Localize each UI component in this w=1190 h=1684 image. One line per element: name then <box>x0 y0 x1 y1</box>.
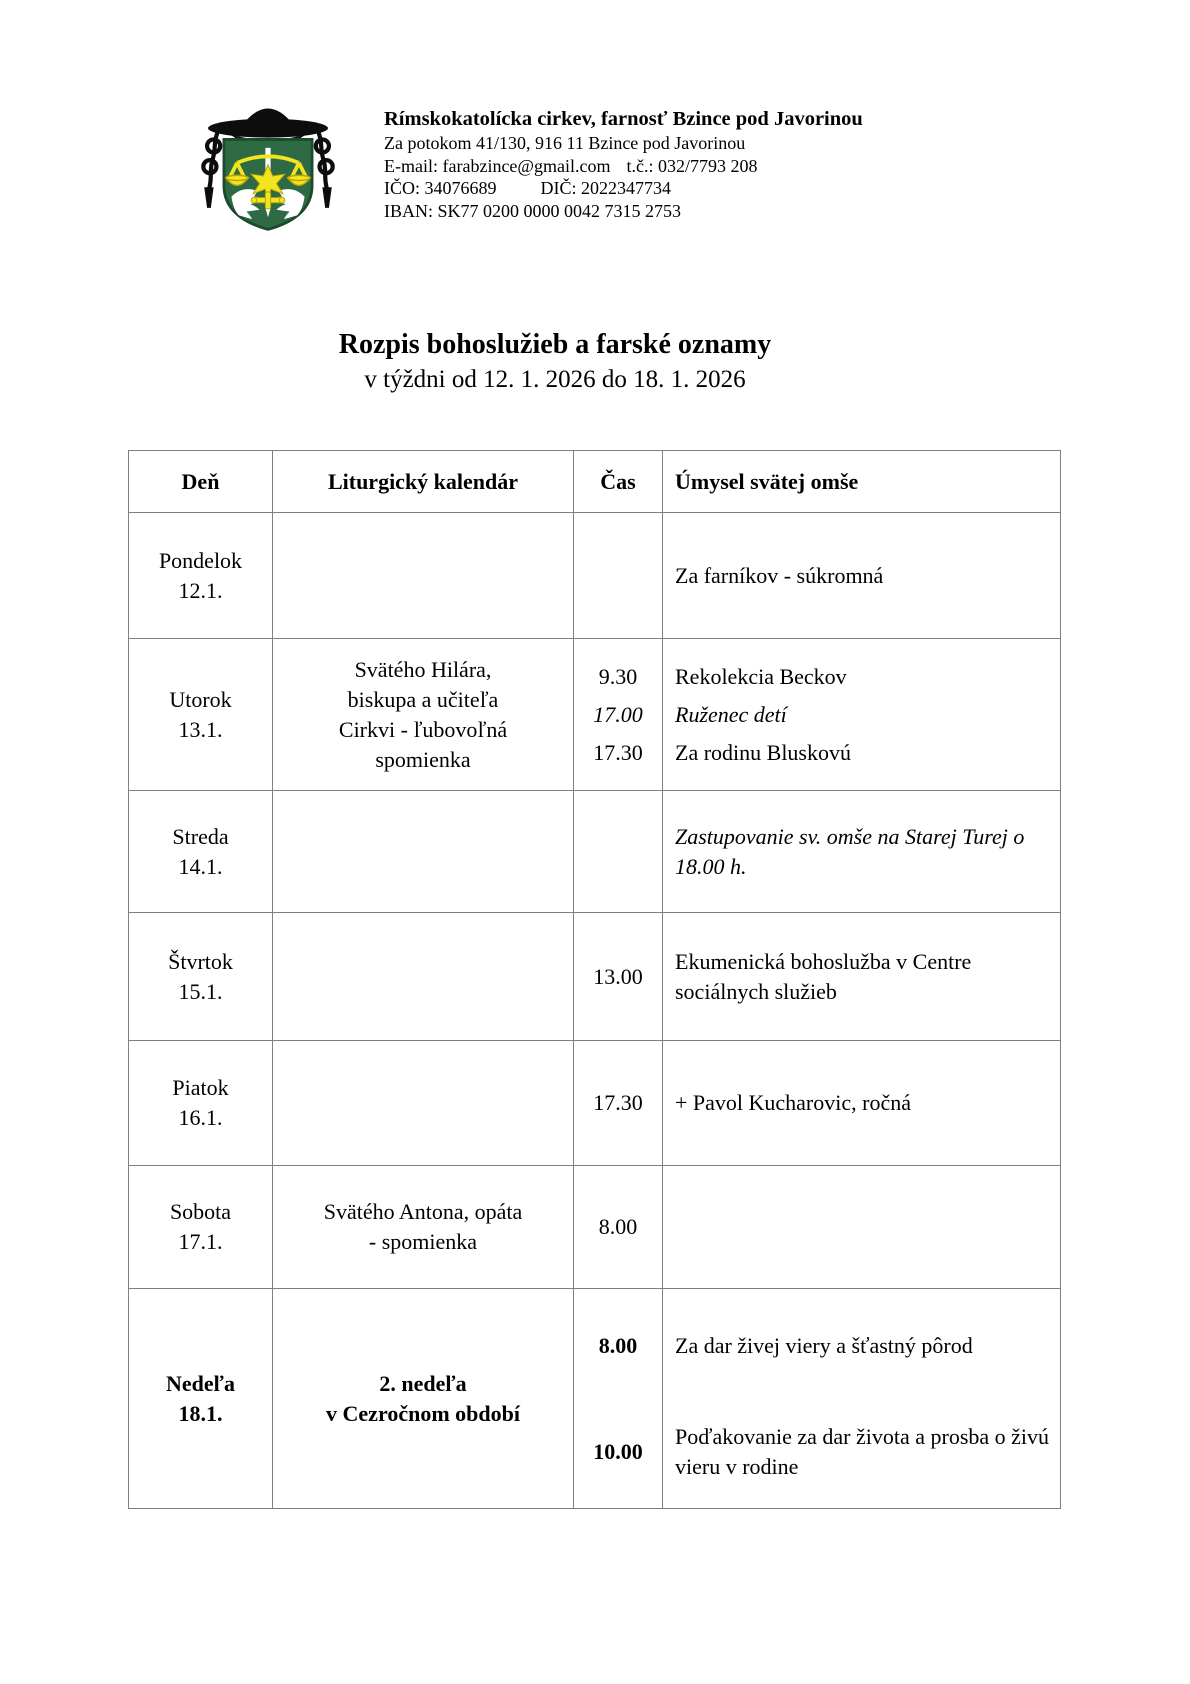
day-name: Piatok <box>172 1075 229 1100</box>
mass-intention <box>675 1212 1050 1242</box>
mass-intention: Za farníkov - súkromná <box>675 562 884 588</box>
day-date: 14.1. <box>178 853 223 879</box>
time-cell <box>574 913 663 1041</box>
schedule-table-header <box>129 451 1061 513</box>
intention-cell <box>663 513 1061 639</box>
day-cell <box>129 791 273 913</box>
time-cell <box>574 1289 663 1509</box>
mass-intention: Za dar živej viery a šťastný pôrod <box>675 1332 973 1358</box>
day-name: Sobota <box>169 1199 232 1224</box>
org-email-phone-line <box>384 155 863 178</box>
parish-logo <box>188 86 348 236</box>
liturgical-line: v Cezročnom období <box>326 1400 520 1426</box>
col-header-kalendar: Liturgický kalendár <box>273 451 574 513</box>
mass-time: 10.00 <box>593 1438 643 1464</box>
day-cell <box>129 513 273 639</box>
day-name: Štvrtok <box>168 948 233 974</box>
mass-time: 8.00 <box>598 1214 638 1239</box>
contact-info <box>384 86 863 236</box>
mass-time: 17.30 <box>593 739 643 765</box>
mass-time <box>576 561 660 591</box>
mass-time: 17.30 <box>593 1090 643 1115</box>
day-cell <box>129 1041 273 1166</box>
day-name: Nedeľa <box>166 1370 235 1396</box>
day-cell <box>129 1289 273 1509</box>
liturgical-cell <box>273 513 574 639</box>
day-cell <box>129 1166 273 1289</box>
schedule-table <box>128 450 1061 1509</box>
schedule-row <box>129 1166 1061 1289</box>
mass-time: 9.30 <box>598 663 638 689</box>
liturgical-line: Svätého Hilára, <box>354 656 492 682</box>
mass-intention: Ruženec detí <box>675 701 787 727</box>
intention-cell <box>663 1166 1061 1289</box>
intention-cell <box>663 913 1061 1041</box>
intention-cell <box>663 639 1061 791</box>
org-ico: IČO: 34076689 <box>384 178 497 198</box>
schedule-row <box>129 913 1061 1041</box>
mass-time: 8.00 <box>598 1332 638 1358</box>
mass-intention: Za rodinu Bluskovú <box>675 739 851 765</box>
document-title-block <box>0 328 1110 396</box>
mass-intention: Poďakovanie za dar života a prosba o živú vieru v rodine <box>675 1423 1050 1479</box>
liturgical-cell <box>273 913 574 1041</box>
liturgical-line: - spomienka <box>368 1229 478 1254</box>
schedule-row <box>129 513 1061 639</box>
liturgical-cell <box>273 639 574 791</box>
mass-intention: + Pavol Kucharovic, ročná <box>675 1090 911 1115</box>
day-date: 18.1. <box>178 1400 223 1426</box>
org-email: E-mail: farabzince@gmail.com <box>384 155 611 176</box>
col-header-umysel: Úmysel svätej omše <box>663 451 1061 513</box>
mass-intention: Ekumenická bohoslužba v Centre sociálnych služieb <box>675 948 972 1004</box>
page-title: Rozpis bohoslužieb a farské oznamy <box>338 329 772 360</box>
day-date: 17.1. <box>178 1229 223 1254</box>
day-date: 12.1. <box>178 577 223 603</box>
schedule-row <box>129 791 1061 913</box>
day-date: 15.1. <box>178 978 223 1004</box>
mass-time <box>576 837 660 867</box>
liturgical-cell <box>273 1041 574 1166</box>
org-address: Za potokom 41/130, 916 11 Bzince pod Javorinou <box>384 133 746 153</box>
day-name: Streda <box>172 823 229 849</box>
liturgical-line: Cirkvi - ľubovoľná <box>338 716 508 742</box>
org-name: Rímskokatolícka cirkev, farnosť Bzince pod Javorinou <box>384 108 863 130</box>
page-subtitle: v týždni od 12. 1. 2026 do 18. 1. 2026 <box>364 366 746 393</box>
mass-intention: Zastupovanie sv. omše na Starej Turej o 18.00 h. <box>675 823 1025 879</box>
schedule-row <box>129 1289 1061 1509</box>
intention-cell <box>663 1041 1061 1166</box>
schedule-row <box>129 639 1061 791</box>
org-dic: DIČ: 2022347734 <box>540 178 671 198</box>
intention-cell <box>663 791 1061 913</box>
liturgical-line: Svätého Antona, opáta <box>323 1199 523 1224</box>
org-ico-dic-line <box>384 177 863 200</box>
schedule-row <box>129 1041 1061 1166</box>
mass-time: 13.00 <box>593 963 643 989</box>
liturgical-line: spomienka <box>375 746 471 772</box>
coat-of-arms-icon <box>188 86 348 236</box>
schedule-table-body <box>129 513 1061 1509</box>
day-name: Utorok <box>169 686 232 712</box>
org-phone: t.č.: 032/7793 208 <box>626 155 758 176</box>
header-row <box>129 451 1061 513</box>
col-header-den: Deň <box>129 451 273 513</box>
day-date: 13.1. <box>178 716 223 742</box>
liturgical-cell <box>273 1289 574 1509</box>
time-cell <box>574 791 663 913</box>
org-iban: IBAN: SK77 0200 0000 0042 7315 2753 <box>384 200 682 221</box>
liturgical-cell <box>273 791 574 913</box>
liturgical-line: biskupa a učiteľa <box>347 686 499 712</box>
mass-intention: Rekolekcia Beckov <box>675 663 847 689</box>
day-date: 16.1. <box>178 1105 223 1130</box>
day-cell <box>129 913 273 1041</box>
time-cell <box>574 639 663 791</box>
time-cell <box>574 1166 663 1289</box>
day-cell <box>129 639 273 791</box>
time-cell <box>574 513 663 639</box>
letterhead <box>188 86 863 236</box>
col-header-cas: Čas <box>574 451 663 513</box>
day-name: Pondelok <box>158 547 243 573</box>
mass-time: 17.00 <box>593 701 643 727</box>
liturgical-line: 2. nedeľa <box>379 1370 467 1396</box>
time-cell <box>574 1041 663 1166</box>
intention-cell <box>663 1289 1061 1509</box>
liturgical-cell <box>273 1166 574 1289</box>
